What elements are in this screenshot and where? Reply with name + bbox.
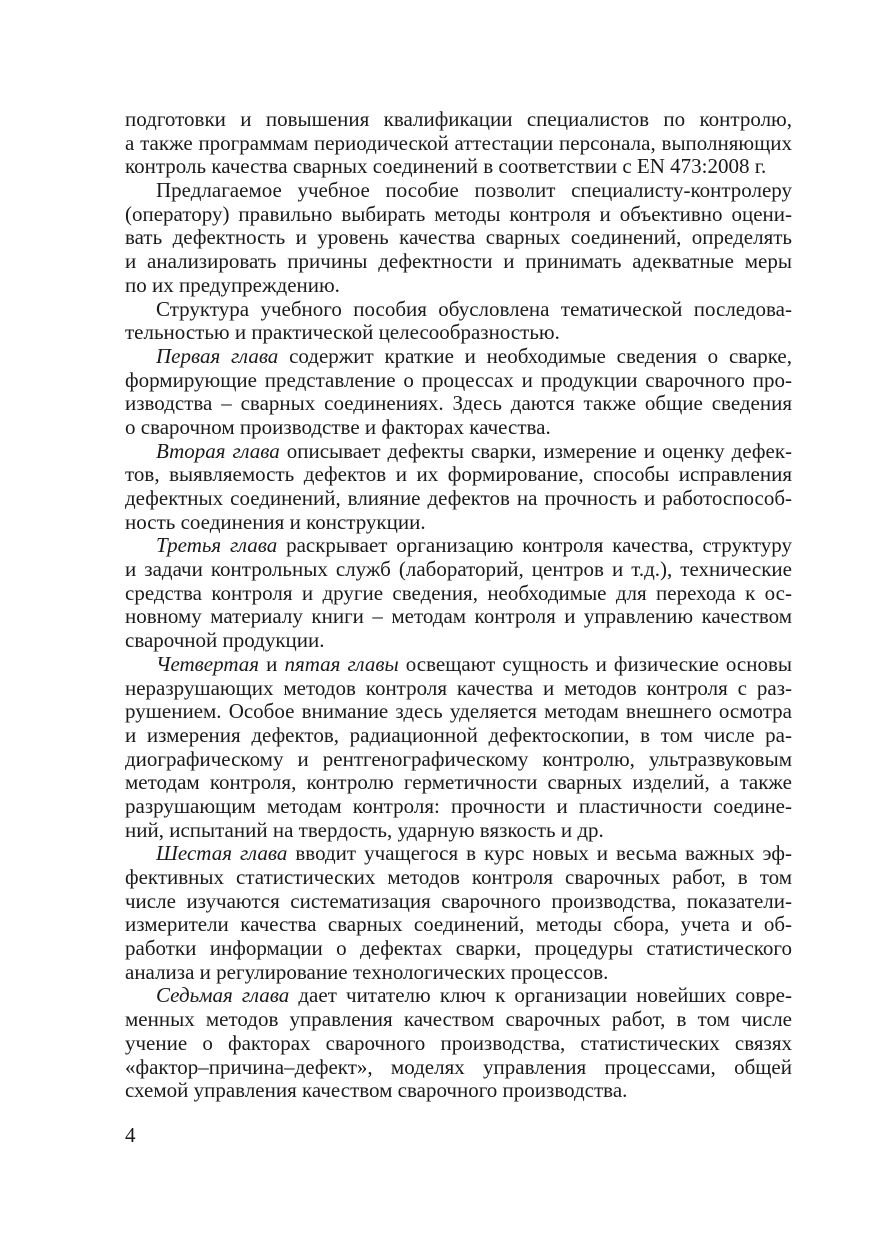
text-line — [125, 345, 792, 369]
text-line: ность соединения и конструкции. — [125, 509, 426, 534]
text-line: рушением. Особое внимание здесь уделяется методам внешнего осмотра — [125, 699, 792, 724]
chapter-reference: Четвертая — [156, 651, 260, 676]
chapter-reference: Седьмая глава — [156, 983, 290, 1008]
page-body — [125, 108, 792, 1103]
text-line: анализа и регулирование технологических процессов. — [125, 959, 609, 984]
text-line: средства контроля и другие сведения, необходимые для перехода к ос- — [125, 580, 792, 605]
text-line — [125, 440, 792, 464]
text-line: сварочной продукции. — [125, 628, 325, 653]
text-line: и задачи контрольных служб (лабораторий, центров и т.д.), технические — [125, 557, 792, 582]
text-line — [125, 842, 792, 866]
text-span: и — [259, 651, 285, 676]
text-line: контроль качества сварных соединений в соответствии с EN 473:2008 г. — [125, 154, 767, 179]
text-line: схемой управления качеством сварочного производства. — [125, 1078, 628, 1103]
text-line: менных методов управления качеством сварочных работ, в том числе — [125, 1007, 792, 1032]
text-line — [125, 984, 792, 1008]
chapter-reference: Третья глава — [156, 533, 278, 558]
text-line: формирующие представление о процессах и продукции сварочного про- — [125, 367, 792, 392]
text-line: учение о факторах сварочного производства, статистических связях — [125, 1030, 792, 1055]
text-line: вать дефектность и уровень качества сварных соединений, определять — [125, 225, 792, 250]
text-line: и измерения дефектов, радиационной дефектоскопии, в том числе ра- — [125, 722, 792, 747]
text-line: о сварочном производстве и факторах качества. — [125, 414, 551, 439]
text-line — [125, 534, 792, 558]
text-span: раскрывает организацию контроля качества, структуру — [277, 533, 792, 558]
text-line: измерители качества сварных соединений, методы сбора, учета и об- — [125, 912, 792, 937]
text-line: разрушающим методам контроля: прочности и пластичности соедине- — [125, 793, 792, 818]
text-line: дефектных соединений, влияние дефектов на прочность и работоспособ- — [125, 486, 792, 510]
text-line: Структура учебного пособия обусловлена тематической последова- — [156, 296, 792, 321]
text-line: числе изучаются систематизация сварочного производства, показатели- — [125, 888, 792, 913]
text-line: работки информации о дефектах сварки, процедуры статистического — [125, 936, 792, 961]
text-line: «фактор–причина–дефект», моделях управления процессами, общей — [125, 1054, 792, 1079]
text-line: методам контроля, контролю герметичности сварных изделий, а также — [125, 770, 792, 795]
chapter-reference: Шестая глава — [156, 841, 288, 866]
text-line: неразрушающих методов контроля качества и методов контроля с раз- — [125, 675, 792, 700]
text-line: а также программам периодической аттестации персонала, выполняющих — [125, 130, 792, 155]
text-line: по их предупреждению. — [125, 272, 340, 297]
text-line: новному материалу книги – методам контроля и управлению качеством — [125, 604, 792, 629]
text-span: описывает дефекты сварки, измерение и оценку дефек- — [279, 438, 793, 463]
text-line: Предлагаемое учебное пособие позволит специалисту-контролеру — [156, 178, 792, 203]
text-span: освещают сущность и физические основы — [398, 651, 792, 676]
text-line — [125, 653, 792, 677]
text-span: дает читателю ключ к организации новейших совре- — [289, 983, 792, 1008]
text-line: (оператору) правильно выбирать методы контроля и объективно оцени- — [125, 201, 792, 226]
text-line: ний, испытаний на твердость, ударную вязкость и др. — [125, 817, 604, 842]
text-line: фективных статистических методов контроля сварочных работ, в том — [125, 865, 792, 889]
chapter-reference: пятая главы — [284, 651, 399, 676]
text-line: изводства – сварных соединениях. Здесь даются также общие сведения — [125, 391, 792, 416]
chapter-reference: Вторая глава — [156, 438, 280, 463]
text-line: тов, выявляемость дефектов и их формирование, способы исправления — [125, 462, 792, 487]
page-number: 4 — [125, 1123, 136, 1147]
text-line: и анализировать причины дефектности и принимать адекватные меры — [125, 249, 792, 274]
text-line: тельностью и практической целесообразностью. — [125, 320, 560, 345]
text-line: диографическому и рентгенографическому контролю, ультразвуковым — [125, 746, 792, 771]
text-span: содержит краткие и необходимые сведения о сварке, — [278, 343, 792, 368]
chapter-reference: Первая глава — [156, 343, 279, 368]
text-span: вводит учащегося в курс новых и весьма важных эф- — [287, 841, 792, 866]
text-line: подготовки и повышения квалификации специалистов по контролю, — [125, 107, 792, 131]
